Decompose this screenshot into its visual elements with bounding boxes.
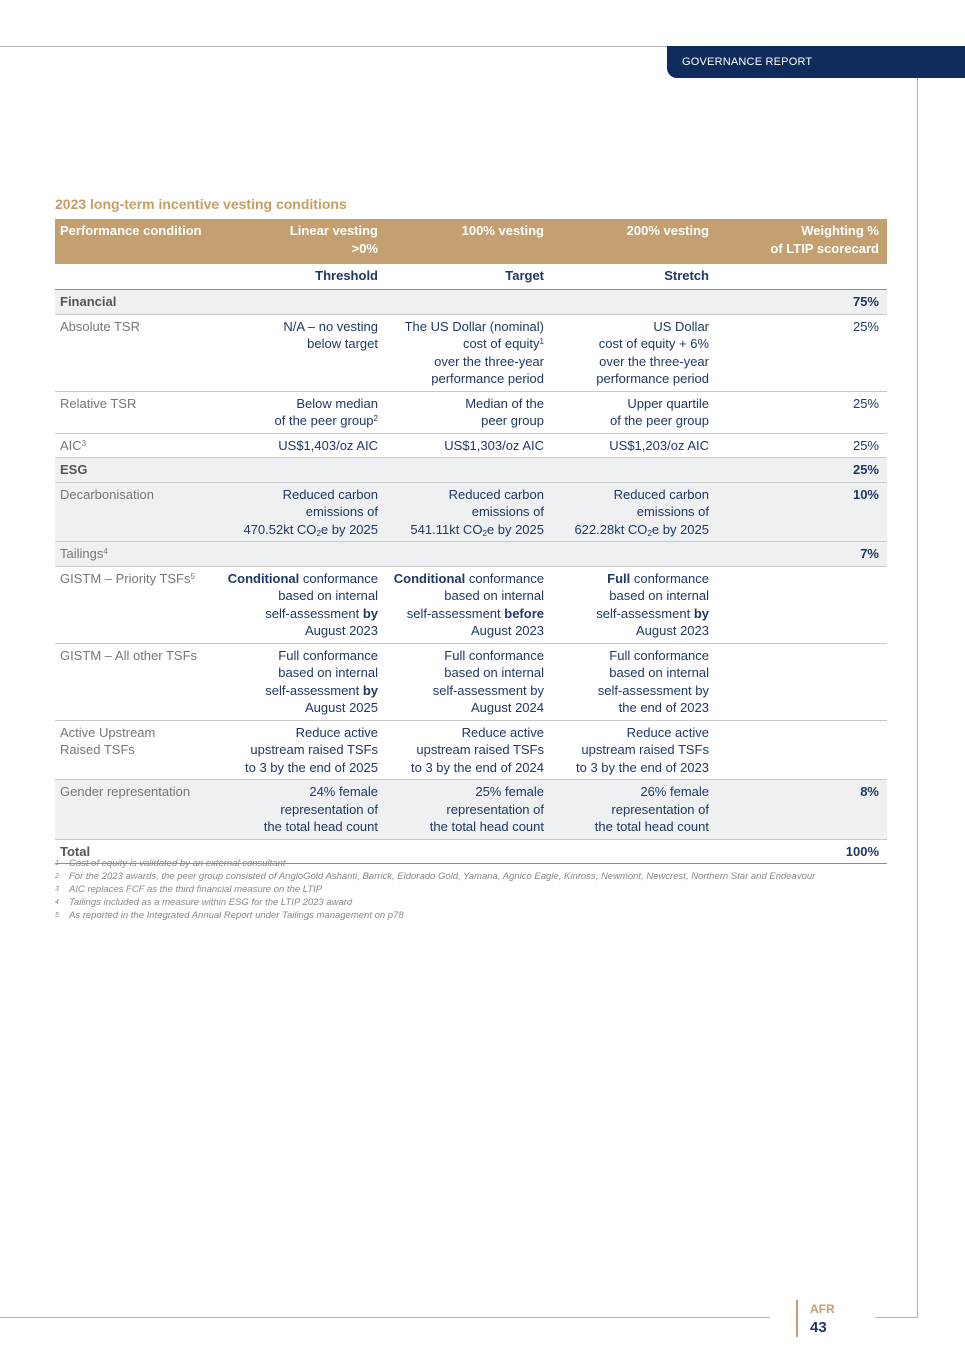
section-banner: GOVERNANCE REPORT [667, 46, 965, 78]
table-row-aic: AIC$^3$ US$1,403/oz AIC US$1,303/oz AIC US$1,203/oz AIC 25% [55, 433, 887, 458]
table-subheader-row [55, 264, 887, 290]
vesting-conditions-table [55, 219, 887, 864]
right-rule [917, 46, 918, 1318]
table-row-gistm-other: GISTM – All other TSFs Full conformance based on internal self-assessment by August 2025 Full conformance based on internal self-assessment by August 2024 Full conformance based on internal self-assessment by the end of 2023 [55, 643, 887, 720]
table-row-gistm-priority: GISTM – Priority TSFs$^5$ Conditional conformance based on internal self-assessment by August 2023 Conditional conformance based on internal self-assessment before August 2023 Full conformance based on internal self-assessment by August 2023 [55, 566, 887, 643]
col-header-linear: Linear vesting >0% [221, 219, 386, 264]
footer-accent-bar [796, 1300, 798, 1337]
footnote: 5 As reported in the Integrated Annual Report under Tailings management on p78 [55, 910, 404, 921]
table-row-tailings: Tailings$^4$ 7% [55, 542, 887, 567]
table-row-relative-tsr: Relative TSR Below median of the peer group$^2$ Median of the peer group Upper quartile of the peer group 25% [55, 391, 887, 433]
section-row-financial: Financial 75% [55, 290, 887, 315]
table-header-row [55, 219, 887, 264]
bottom-rule-right [875, 1317, 918, 1318]
table-row-decarbonisation: Decarbonisation Reduced carbon emissions of 470.52kt $CO_2e$ by 2025 Reduced carbon emissions of 541.11kt $CO_2e$ by 2025 Reduced carbon emissions of 622.28kt $CO_2e$ by 2025 10% [55, 482, 887, 542]
footnote: 3 AIC replaces FCF as the third financial measure on the LTIP [55, 884, 323, 895]
col-header-200: 200% vesting [552, 219, 717, 264]
subheader-threshold: Threshold [221, 264, 386, 290]
subheader-stretch: Stretch [552, 264, 717, 290]
footnote: 4 Tailings included as a measure within ESG for the LTIP 2023 award [55, 897, 353, 908]
section-row-esg: ESG 25% [55, 458, 887, 483]
col-header-100: 100% vesting [386, 219, 552, 264]
bottom-rule [0, 1317, 770, 1318]
footnote: 2 For the 2023 awards, the peer group consisted of AngloGold Ashanti, Barrick, Eldorado Gold, Yamana, Agnico Eagle, Kinross, Newmont, Newcrest, Northern Star and Endeavour [55, 871, 816, 882]
table-title: 2023 long-term incentive vesting conditions [55, 196, 347, 212]
table-row-upstream-tsfs: Active Upstream Raised TSFs Reduce active upstream raised TSFs to 3 by the end of 2025 Reduce active upstream raised TSFs to 3 by the end of 2024 Reduce active upstream raised TSFs to 3 by the end of 2023 [55, 720, 887, 780]
table-row-total: Total 100% [55, 839, 887, 864]
col-header-weighting: Weighting % of LTIP scorecard [717, 219, 887, 264]
subheader-target: Target [386, 264, 552, 290]
page-number: 43 [810, 1319, 827, 1336]
col-header-condition: Performance condition [55, 219, 221, 264]
table-row-gender: Gender representation 24% female representation of the total head count 25% female representation of the total head count 26% female representation of the total head count 8% [55, 780, 887, 840]
footnotes [55, 857, 875, 922]
table-row-absolute-tsr: Absolute TSR N/A – no vesting below target The US Dollar (nominal) cost of equity$^1$ over the three-year performance period US Dollar cost of equity + 6% over the three-year performance period 25% [55, 314, 887, 391]
footnote: 1 Cost of equity is validated by an external consultant [55, 858, 286, 869]
footer-label: AFR [810, 1302, 835, 1316]
